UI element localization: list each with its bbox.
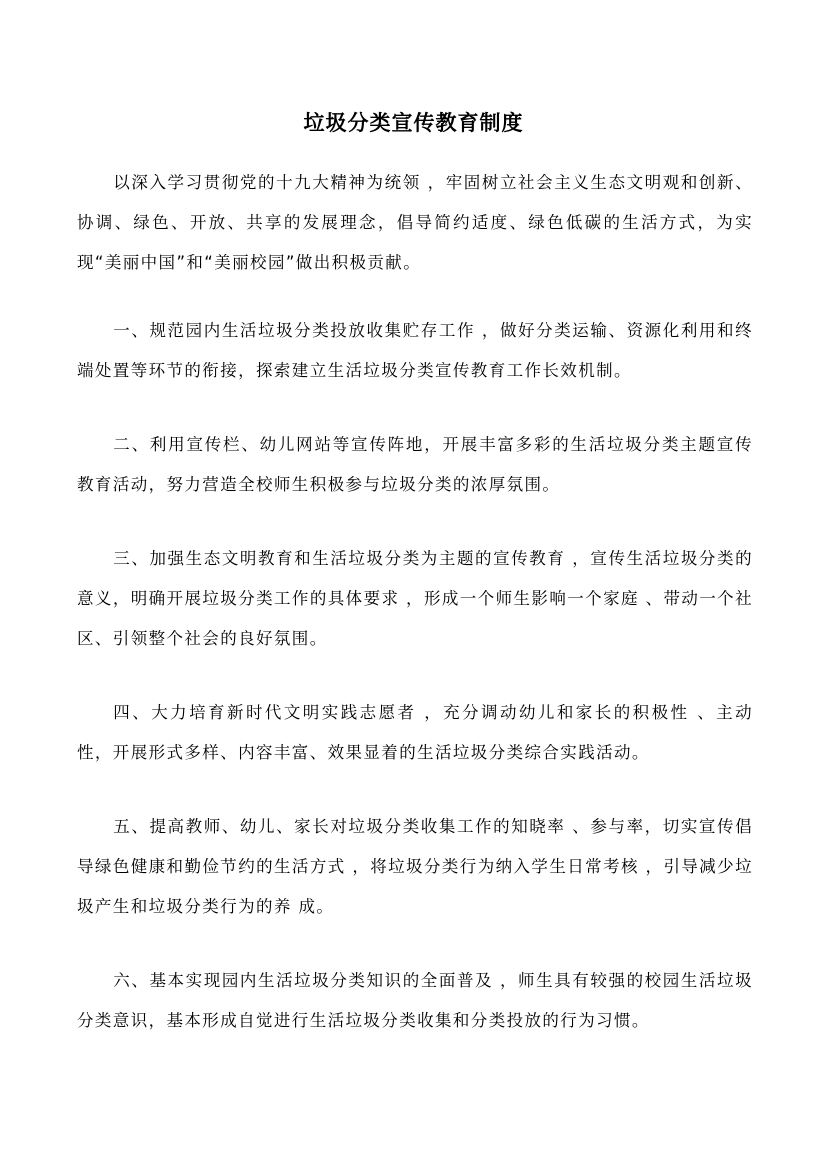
- document-body: [77, 163, 753, 1075]
- paragraph-item-5: 五、提高教师、幼儿、家长对垃圾分类收集工作的知晓率 、参与率，切实宣传倡导绿色健康和勤俭节约的生活方式 ，将垃圾分类行为纳入学生日常考核 ，引导减少垃圾产生和垃圾分类行为的养 成。: [77, 817, 753, 916]
- paragraph-item-1: 一、规范园内生活垃圾分类投放收集贮存工作 ，做好分类运输、资源化利用和终端处置等环节的衔接，探索建立生活垃圾分类宣传教育工作长效机制。: [77, 321, 753, 380]
- paragraph-item-2: 二、利用宣传栏、幼儿网站等宣传阵地，开展丰富多彩的生活垃圾分类主题宣传教育活动，努力营造全校师生积极参与垃圾分类的浓厚氛围。: [77, 435, 753, 494]
- paragraph-intro: 以深入学习贯彻党的十九大精神为统领 ，牢固树立社会主义生态文明观和创新、协调、绿色、开放、共享的发展理念，倡导简约适度、绿色低碳的生活方式，为实现“美丽中国”和“美丽校园”做出积极贡献。: [77, 173, 753, 272]
- paragraph-item-6: 六、基本实现园内生活垃圾分类知识的全面普及 ，师生具有较强的校园生活垃圾分类意识，基本形成自觉进行生活垃圾分类收集和分类投放的行为习惯。: [77, 971, 753, 1030]
- paragraph-item-4: 四、大力培育新时代文明实践志愿者 ，充分调动幼儿和家长的积极性 、主动性，开展形式多样、内容丰富、效果显着的生活垃圾分类综合实践活动。: [77, 703, 753, 762]
- paragraph-item-3: 三、加强生态文明教育和生活垃圾分类为主题的宣传教育 ，宣传生活垃圾分类的意义，明确开展垃圾分类工作的具体要求 ，形成一个师生影响一个家庭 、带动一个社区、引领整个社会的良好氛围。: [77, 549, 753, 648]
- document-title: 垃圾分类宣传教育制度: [303, 111, 524, 135]
